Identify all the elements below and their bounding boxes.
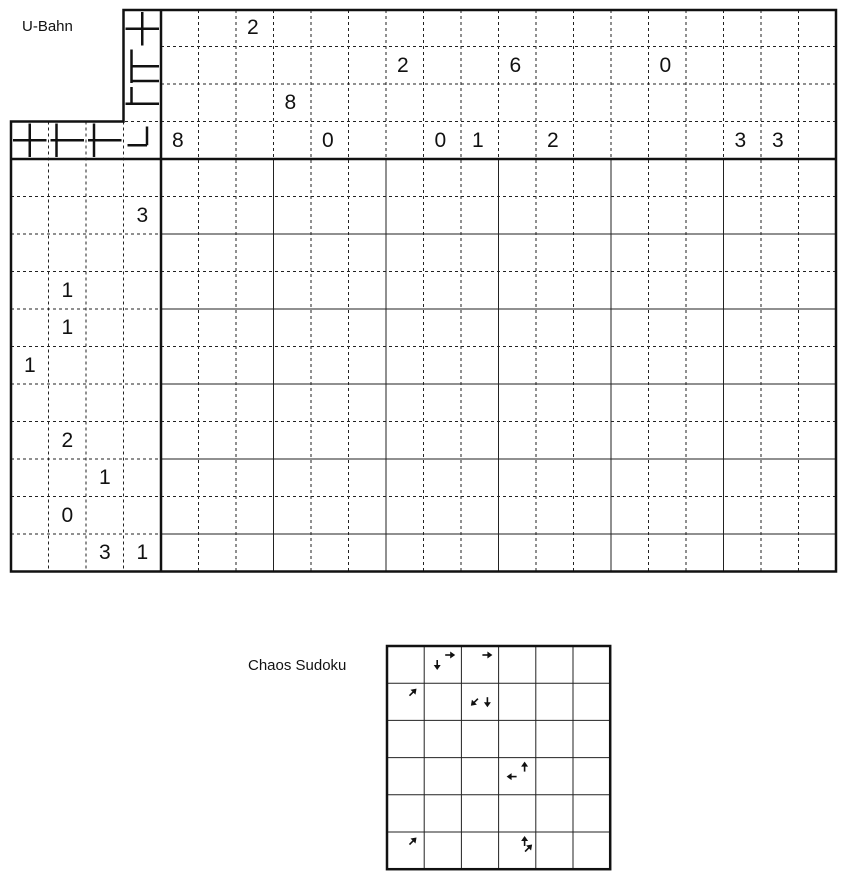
- row-clue: 0: [61, 503, 74, 527]
- row-clue: 1: [99, 466, 111, 489]
- column-clue: 3: [772, 128, 784, 152]
- column-clue: 0: [659, 53, 672, 77]
- arrow-right-icon: [482, 652, 492, 659]
- row-clue: 1: [61, 278, 74, 302]
- column-clue: 8: [284, 91, 297, 114]
- column-clue: 2: [547, 128, 559, 152]
- ubahn-title: U-Bahn: [22, 18, 73, 35]
- row-clue: 1: [24, 353, 36, 377]
- column-clue: 2: [397, 53, 409, 77]
- column-clue: 2: [247, 16, 259, 39]
- row-clue: 1: [136, 541, 149, 564]
- column-clue: 6: [509, 53, 522, 77]
- row-clue: 1: [61, 316, 74, 339]
- arrow-right-icon: [445, 652, 455, 659]
- arrow-up-icon: [521, 836, 528, 846]
- arrow-up-right-icon: [407, 686, 419, 698]
- column-clue: 0: [434, 128, 447, 152]
- row-clue: 3: [99, 541, 111, 564]
- column-clue: 1: [472, 128, 484, 152]
- column-clue: 0: [322, 128, 334, 152]
- arrow-up-icon: [521, 762, 528, 772]
- row-clue: 3: [136, 203, 149, 227]
- column-clue: 3: [734, 128, 747, 152]
- arrow-up-right-icon: [407, 835, 419, 847]
- arrow-left-icon: [507, 773, 517, 780]
- chaos-sudoku-title: Chaos Sudoku: [248, 657, 347, 674]
- arrow-down-icon: [434, 660, 441, 670]
- row-clue: 2: [61, 428, 74, 452]
- arrow-down-left-icon: [468, 696, 480, 708]
- column-clue: 8: [172, 128, 184, 152]
- arrow-down-icon: [484, 697, 491, 707]
